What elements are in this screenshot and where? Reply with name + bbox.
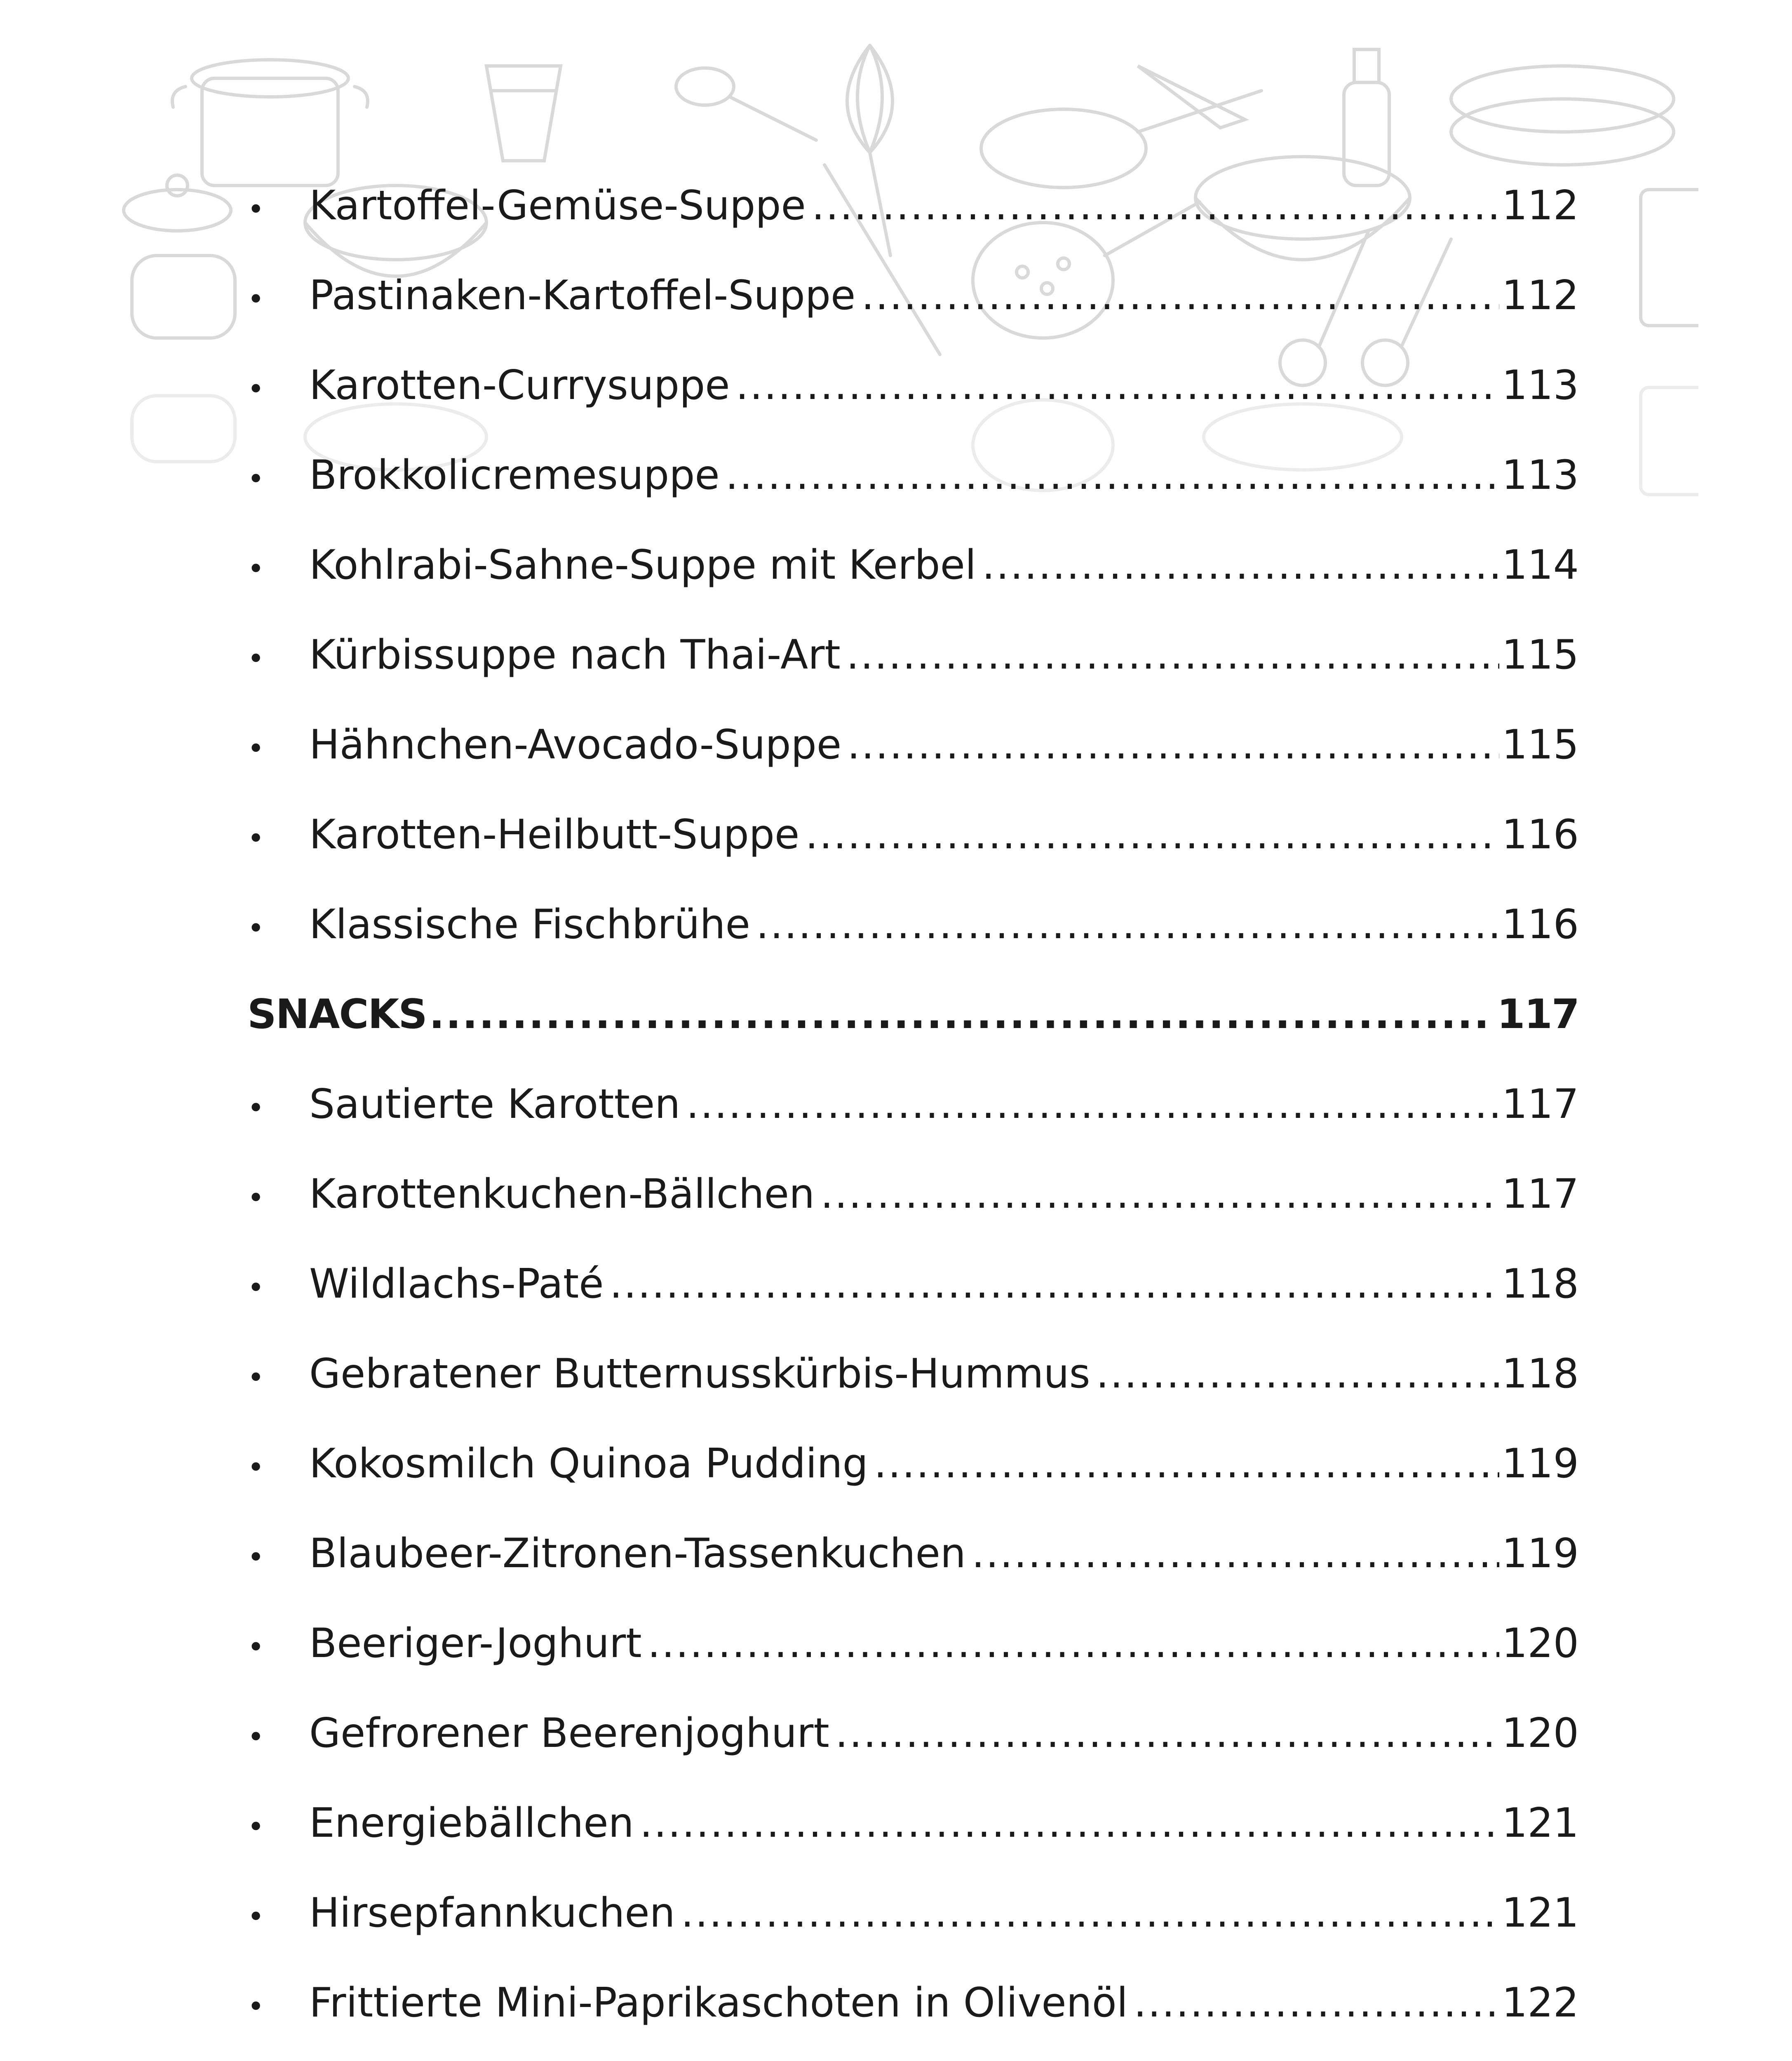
dot-leader [846,610,1499,700]
toc-page-number: 121 [1501,1800,1579,1847]
bullet-icon: • [247,732,265,765]
toc-entry[interactable] [247,251,1579,340]
toc-page-number: 118 [1501,1350,1579,1397]
toc-entry-title: Kokosmilch Quinoa Pudding [309,1440,868,1487]
toc-page-number: 112 [1501,272,1579,319]
dot-leader [835,1688,1499,1778]
grater-icon [1641,190,1698,326]
toc-entry-title: Kartoffel-Gemüse-Suppe [309,182,806,229]
toc-entry-title [309,2048,687,2061]
toc-entry-title: SNACKS [247,991,427,1038]
dot-leader [1134,1958,1499,2048]
bullet-icon: • [247,1540,265,1574]
toc-entry[interactable] [247,610,1579,700]
toc-entry-title: Blaubeer-Zitronen-Tassenkuchen [309,1530,966,1577]
bullet-icon: • [247,1091,265,1125]
bullet-icon: • [247,1271,265,1305]
toc-page-number: 120 [1501,1620,1579,1667]
cake-tin-icon [1451,66,1674,165]
toc-entry-title: Kürbissuppe nach Thai-Art [309,631,841,678]
bullet-icon: • [247,282,265,316]
dot-leader [847,700,1499,790]
toc-page-number: 120 [1501,1710,1579,1757]
toc-entry[interactable] [247,790,1579,880]
toc-page-number: 112 [1501,182,1579,229]
dot-leader [686,1059,1499,1149]
bullet-icon: • [247,1361,265,1394]
toc-entry-title: Gebratener Butternusskürbis-Hummus [309,1350,1090,1397]
spoon-icon [676,68,816,140]
toc-entry[interactable] [247,430,1579,520]
dot-leader [756,880,1499,969]
bullet-icon [247,2052,309,2061]
toc-entry[interactable] [247,1688,1579,1778]
bullet-icon: • [247,192,265,226]
toc-entry[interactable] [247,880,1579,969]
toc-entry-title: Gefrorener Beerenjoghurt [309,1710,829,1757]
bullet-icon: • [247,911,265,945]
toc-entry[interactable] [247,1509,1579,1599]
dot-leader [1096,1329,1499,1419]
toc-entry[interactable] [247,1419,1579,1509]
toc-entry-title: Brokkolicremesuppe [309,452,720,499]
toc-page-number: 121 [1501,1890,1579,1937]
dot-leader [972,1509,1499,1599]
toc-page-number: 117 [1501,1081,1579,1128]
toc-entry-title: Energiebällchen [309,1800,634,1847]
toc-page-number: 117 [1497,991,1579,1038]
dot-leader [982,520,1499,610]
toc-page-number: 114 [1501,542,1579,589]
toc-entry[interactable] [247,1059,1579,1149]
toc-entry[interactable] [247,1239,1579,1329]
dot-leader [610,1239,1499,1329]
bullet-icon: • [247,1181,265,1215]
toc-entry[interactable] [247,340,1579,430]
bullet-icon: • [247,1630,265,1664]
toc-entry-title: Karotten-Currysuppe [309,362,730,409]
dot-leader [681,1868,1499,1958]
bullet-icon: • [247,1990,265,2023]
toc-entry-title: Sautierte Karotten [309,1081,681,1128]
toc-page-number: 116 [1501,811,1579,858]
toc-entry-title: Hirsepfannkuchen [309,1890,675,1937]
toc-entry[interactable] [247,1329,1579,1419]
toc-entry-title: Klassische Fischbrühe [309,901,750,948]
toc-page-number: 113 [1501,362,1579,409]
toc-entry[interactable] [247,1778,1579,1868]
toc-entry-title: Wildlachs-Paté [309,1261,604,1307]
dot-leader [726,430,1499,520]
toc-entry[interactable] [247,1868,1579,1958]
dot-leader [861,251,1499,340]
toc-entry[interactable] [247,161,1579,251]
toc-entry[interactable] [247,700,1579,790]
table-of-contents [247,161,1579,2061]
toc-page-number: 113 [1501,452,1579,499]
toc-page-number: 118 [1501,1261,1579,1307]
toc-entry-title: Pastinaken-Kartoffel-Suppe [309,272,856,319]
dot-leader [805,790,1499,880]
dot-leader [687,2048,1499,2061]
toc-entry-title: Beeriger-Joghurt [309,1620,642,1667]
toc-entry-title: Hähnchen-Avocado-Suppe [309,721,842,768]
toc-entry-title: Frittierte Mini-Paprikaschoten in Olivenöl [309,1979,1128,2026]
toc-entry[interactable] [247,2048,1579,2061]
dot-leader [820,1149,1499,1239]
dot-leader [648,1599,1499,1688]
dot-leader [812,161,1499,251]
toc-page-number: 122 [1501,1979,1579,2026]
dot-leader [640,1778,1499,1868]
toc-section-heading[interactable] [247,969,1579,1059]
toc-page-number: 119 [1501,1530,1579,1577]
dot-leader [736,340,1499,430]
glass-icon [486,66,561,161]
toc-entry[interactable] [247,1149,1579,1239]
lidded-pot-icon [124,175,235,338]
bullet-icon: • [247,1900,265,1934]
toc-entry[interactable] [247,1958,1579,2048]
toc-page-number: 115 [1501,631,1579,678]
bullet-icon: • [247,552,265,586]
toc-entry[interactable] [247,1599,1579,1688]
bullet-icon: • [247,1720,265,1754]
toc-entry-title: Karotten-Heilbutt-Suppe [309,811,800,858]
toc-entry-title: Kohlrabi-Sahne-Suppe mit Kerbel [309,542,977,589]
dot-leader [874,1419,1499,1509]
toc-page-number: 116 [1501,901,1579,948]
toc-entry[interactable] [247,520,1579,610]
toc-page-number [1499,2048,1579,2061]
bullet-icon: • [247,1451,265,1484]
bullet-icon: • [247,822,265,855]
bullet-icon: • [247,642,265,676]
bullet-icon: • [247,372,265,406]
bullet-icon: • [247,462,265,496]
dot-leader [429,969,1495,1059]
toc-entry-title: Karottenkuchen-Bällchen [309,1171,815,1218]
bullet-icon: • [247,1810,265,1844]
toc-page-number: 119 [1501,1440,1579,1487]
knife-icon [1138,66,1245,128]
toc-page-number: 117 [1501,1171,1579,1218]
toc-page-number: 115 [1501,721,1579,768]
